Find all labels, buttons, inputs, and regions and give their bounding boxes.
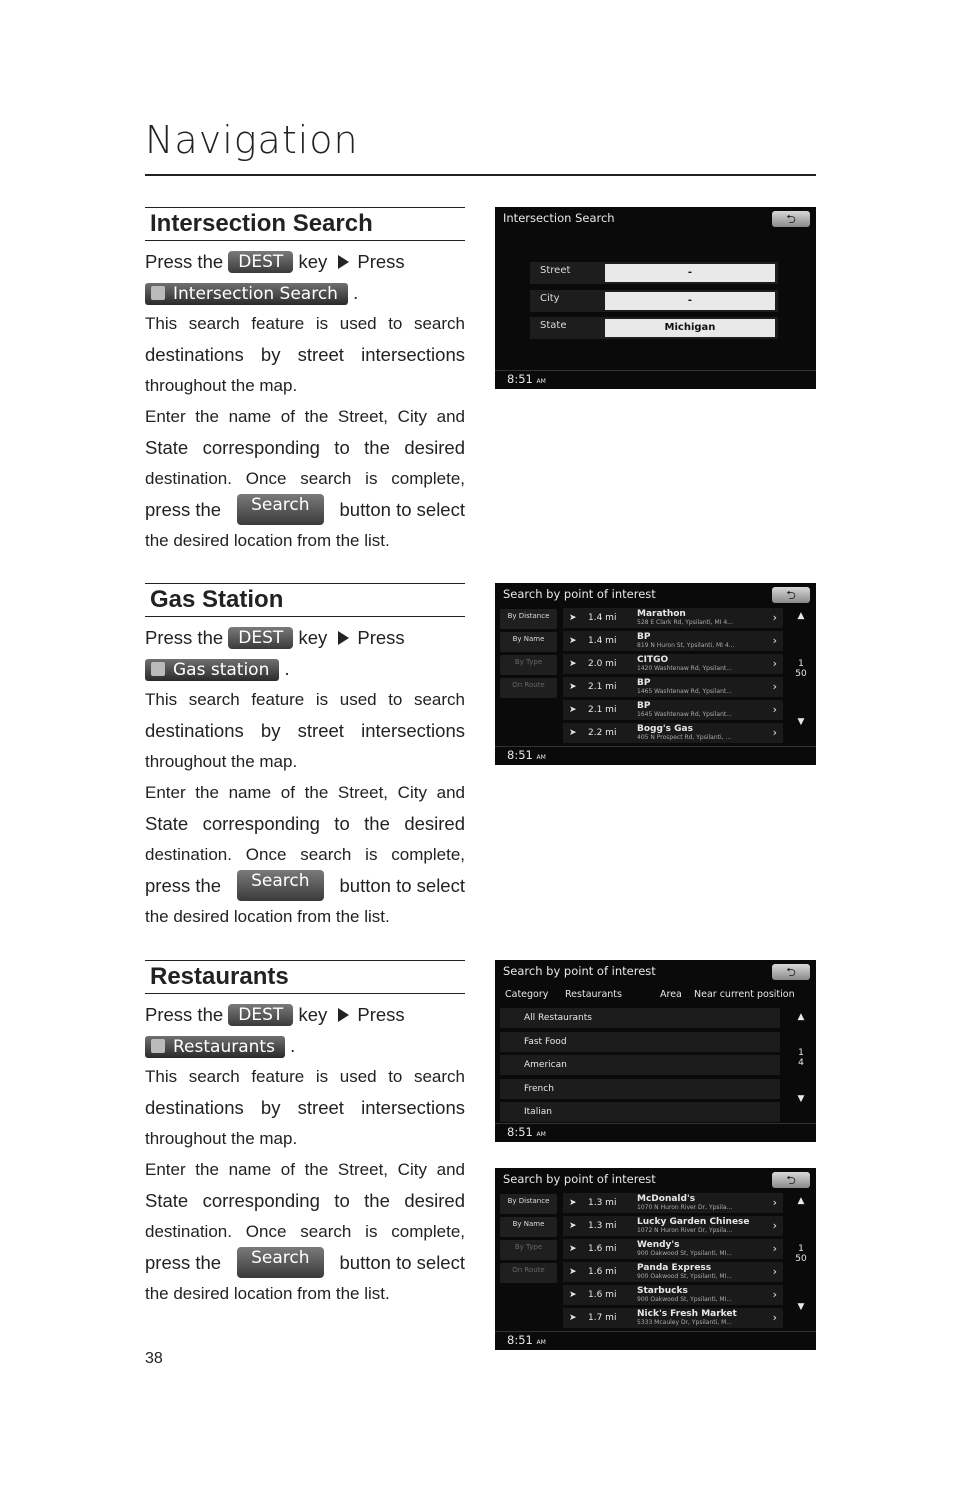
- arrow-right-icon: [338, 631, 349, 645]
- category-list-item[interactable]: All Restaurants: [500, 1008, 780, 1028]
- scroll-down-icon[interactable]: ▼: [797, 717, 805, 727]
- chevron-right-icon: ›: [772, 1242, 777, 1255]
- body-line: State corresponding to the desired: [145, 437, 465, 458]
- poi-name: Nick's Fresh Market: [637, 1309, 737, 1319]
- filter-button[interactable]: On Route: [500, 1263, 557, 1283]
- chevron-right-icon: ›: [772, 703, 777, 716]
- body-line: Enter the name of the Street, City and: [145, 407, 465, 426]
- section-title: Gas Station: [145, 583, 465, 617]
- page-indicator: 1 50: [795, 1244, 807, 1264]
- poi-address: 900 Oakwood St, Ypsilanti, MI...: [637, 1296, 733, 1303]
- direction-arrow-icon: ➤: [569, 682, 577, 692]
- poi-icon: [151, 1039, 165, 1053]
- direction-arrow-icon: ➤: [569, 1290, 577, 1300]
- poi-name: CITGO: [637, 655, 669, 665]
- screen-title: Search by point of interest: [503, 964, 656, 978]
- poi-name: Marathon: [637, 609, 686, 619]
- poi-name: Wendy's: [637, 1240, 680, 1250]
- body-line: the desired location from the list.: [145, 531, 390, 550]
- direction-arrow-icon: ➤: [569, 1221, 577, 1231]
- body-line: the desired location from the list.: [145, 907, 390, 926]
- poi-address: 900 Oakwood St, Ypsilanti, MI...: [637, 1273, 733, 1280]
- filter-button[interactable]: By Distance: [500, 1194, 557, 1214]
- scroll-up-icon[interactable]: ▲: [797, 1012, 805, 1022]
- poi-address: 405 N Prospect Rd, Ypsilanti, ...: [637, 734, 732, 741]
- body-line: throughout the map.: [145, 376, 298, 395]
- poi-name: BP: [637, 701, 651, 711]
- poi-list-item[interactable]: [563, 1239, 783, 1259]
- category-list-item[interactable]: Italian: [500, 1102, 780, 1122]
- body-line: This search feature is used to search: [145, 314, 465, 333]
- dest-key[interactable]: DEST: [228, 627, 293, 649]
- page-header-title: Navigation: [145, 118, 359, 162]
- section-title: Restaurants: [145, 960, 465, 994]
- intersection-search-screen: [495, 207, 816, 389]
- chevron-right-icon: ›: [772, 726, 777, 739]
- restaurant-list-screen: [495, 1168, 816, 1350]
- body-line: press the Search button to select: [145, 494, 465, 525]
- poi-distance: 2.0 mi: [588, 659, 617, 669]
- search-button[interactable]: Search: [237, 870, 323, 901]
- poi-distance: 1.6 mi: [588, 1267, 617, 1277]
- direction-arrow-icon: ➤: [569, 728, 577, 738]
- header-rule: [145, 174, 816, 176]
- direction-arrow-icon: ➤: [569, 705, 577, 715]
- poi-address: 1420 Washtenaw Rd, Ypsilant...: [637, 665, 732, 672]
- city-field[interactable]: City -: [530, 290, 780, 312]
- scroll-down-icon[interactable]: ▼: [797, 1302, 805, 1312]
- menu-button[interactable]: Restaurants: [145, 1036, 285, 1058]
- poi-address: 1072 N Huron River Dr, Ypsila...: [637, 1227, 733, 1234]
- body-line: destinations by street intersections: [145, 720, 465, 741]
- poi-name: BP: [637, 678, 651, 688]
- poi-name: Panda Express: [637, 1263, 712, 1273]
- gas-station-screen: [495, 583, 816, 765]
- chevron-right-icon: ›: [772, 1196, 777, 1209]
- page-number: 38: [145, 1350, 163, 1367]
- page-indicator: 1 4: [798, 1048, 804, 1068]
- back-icon[interactable]: ⮌: [772, 587, 810, 603]
- direction-arrow-icon: ➤: [569, 1267, 577, 1277]
- search-button[interactable]: Search: [237, 1247, 323, 1278]
- back-icon[interactable]: ⮌: [772, 964, 810, 980]
- body-line: destination. Once search is complete,: [145, 1222, 465, 1241]
- poi-list-item[interactable]: [563, 1285, 783, 1305]
- body-line: This search feature is used to search: [145, 690, 465, 709]
- section-0: Intersection Search Press the DEST key Press Intersection Search . This search feature is used to search destinations by street intersections throughout the map. Enter the name of the Street, City and State corresponding to the desired destination. Once search is complete, press the Search button to select the desired location from the list.: [145, 207, 465, 556]
- body-line: press the Search button to select: [145, 1247, 465, 1278]
- poi-address: 1465 Washtenaw Rd, Ypsilant...: [637, 688, 732, 695]
- poi-address: 1070 N Huron River Dr, Ypsila...: [637, 1204, 733, 1211]
- back-icon[interactable]: ⮌: [772, 1172, 810, 1188]
- body-line: State corresponding to the desired: [145, 1190, 465, 1211]
- body-line: State corresponding to the desired: [145, 813, 465, 834]
- body-line: This search feature is used to search: [145, 1067, 465, 1086]
- poi-address: 900 Oakwood St, Ypsilanti, MI...: [637, 1250, 733, 1257]
- restaurant-category-screen: [495, 960, 816, 1142]
- area-value[interactable]: Near current position: [694, 989, 795, 1000]
- arrow-right-icon: [338, 1008, 349, 1022]
- chevron-right-icon: ›: [772, 1219, 777, 1232]
- chevron-right-icon: ›: [772, 611, 777, 624]
- poi-address: 528 E Clark Rd, Ypsilanti, MI 4...: [637, 619, 733, 626]
- filter-button[interactable]: By Name: [500, 1217, 557, 1237]
- poi-address: 819 N Huron St, Ypsilanti, MI 4...: [637, 642, 735, 649]
- poi-name: Starbucks: [637, 1286, 688, 1296]
- poi-distance: 1.3 mi: [588, 1198, 617, 1208]
- direction-arrow-icon: ➤: [569, 1198, 577, 1208]
- filter-button[interactable]: By Type: [500, 655, 557, 675]
- poi-distance: 2.2 mi: [588, 728, 617, 738]
- menu-button[interactable]: Intersection Search: [145, 283, 348, 305]
- body-line: destination. Once search is complete,: [145, 845, 465, 864]
- filter-button[interactable]: On Route: [500, 678, 557, 698]
- filter-button[interactable]: By Distance: [500, 609, 557, 629]
- body-line: the desired location from the list.: [145, 1284, 390, 1303]
- poi-list-item[interactable]: [563, 654, 783, 674]
- body-line: press the Search button to select: [145, 870, 465, 901]
- body-line: destinations by street intersections: [145, 1097, 465, 1118]
- category-list-item[interactable]: Fast Food: [500, 1032, 780, 1052]
- poi-name: McDonald's: [637, 1194, 696, 1204]
- clock: 8:51 AM: [507, 1333, 546, 1347]
- instruction-line: Press the DEST key Press: [145, 251, 405, 272]
- chevron-right-icon: ›: [772, 680, 777, 693]
- back-icon[interactable]: ⮌: [772, 211, 810, 227]
- screen-title: Intersection Search: [503, 211, 615, 225]
- poi-distance: 1.7 mi: [588, 1313, 617, 1323]
- poi-icon: [151, 662, 165, 676]
- poi-distance: 1.6 mi: [588, 1244, 617, 1254]
- poi-list-item[interactable]: [563, 723, 783, 743]
- poi-name: BP: [637, 632, 651, 642]
- filter-button[interactable]: By Name: [500, 632, 557, 652]
- scroll-down-icon[interactable]: ▼: [797, 1094, 805, 1104]
- search-button[interactable]: Search: [237, 494, 323, 525]
- section-2: Restaurants Press the DEST key Press Restaurants . This search feature is used to search destinations by street intersections throughout the map. Enter the name of the Street, City and State corresponding to the desired destination. Once search is complete, press the Search button to select the desired location from the list.: [145, 960, 465, 1309]
- section-1: Gas Station Press the DEST key Press Gas station . This search feature is used to search destinations by street intersections throughout the map. Enter the name of the Street, City and State corresponding to the desired destination. Once search is complete, press the Search button to select the desired location from the list.: [145, 583, 465, 932]
- street-field[interactable]: Street -: [530, 262, 780, 284]
- poi-name: Bogg's Gas: [637, 724, 693, 734]
- poi-icon: [151, 286, 165, 300]
- poi-distance: 1.6 mi: [588, 1290, 617, 1300]
- dest-key[interactable]: DEST: [228, 251, 293, 273]
- poi-address: 1645 Washtenaw Rd, Ypsilant...: [637, 711, 732, 718]
- body-line: throughout the map.: [145, 752, 298, 771]
- clock: 8:51 AM: [507, 1125, 546, 1139]
- direction-arrow-icon: ➤: [569, 1313, 577, 1323]
- direction-arrow-icon: ➤: [569, 659, 577, 669]
- body-line: Enter the name of the Street, City and: [145, 1160, 465, 1179]
- poi-list-item[interactable]: [563, 1216, 783, 1236]
- filter-button[interactable]: By Type: [500, 1240, 557, 1260]
- poi-list-item[interactable]: [563, 1193, 783, 1213]
- category-label: Category: [505, 989, 549, 1000]
- category-list-item[interactable]: French: [500, 1079, 780, 1099]
- chevron-right-icon: ›: [772, 1265, 777, 1278]
- poi-list-item[interactable]: [563, 1308, 783, 1328]
- poi-name: Lucky Garden Chinese: [637, 1217, 750, 1227]
- direction-arrow-icon: ➤: [569, 613, 577, 623]
- poi-distance: 2.1 mi: [588, 705, 617, 715]
- scroll-up-icon[interactable]: ▲: [797, 1196, 805, 1206]
- clock: 8:51 AM: [507, 748, 546, 762]
- category-value[interactable]: Restaurants: [565, 989, 622, 1000]
- area-label: Area: [660, 989, 682, 1000]
- scroll-up-icon[interactable]: ▲: [797, 611, 805, 621]
- poi-address: 5333 Mcauley Dr, Ypsilanti, M...: [637, 1319, 732, 1326]
- poi-list-item[interactable]: [563, 1262, 783, 1282]
- body-line: destination. Once search is complete,: [145, 469, 465, 488]
- poi-distance: 1.4 mi: [588, 636, 617, 646]
- page-indicator: 1 50: [795, 659, 807, 679]
- chevron-right-icon: ›: [772, 1288, 777, 1301]
- category-list-item[interactable]: American: [500, 1055, 780, 1075]
- instruction-line: Press the DEST key Press: [145, 1004, 405, 1025]
- section-title: Intersection Search: [145, 207, 465, 241]
- clock: 8:51 AM: [507, 372, 546, 386]
- poi-distance: 1.4 mi: [588, 613, 617, 623]
- chevron-right-icon: ›: [772, 657, 777, 670]
- poi-distance: 2.1 mi: [588, 682, 617, 692]
- poi-distance: 1.3 mi: [588, 1221, 617, 1231]
- poi-list-item[interactable]: [563, 631, 783, 651]
- body-line: throughout the map.: [145, 1129, 298, 1148]
- state-field[interactable]: State Michigan: [530, 317, 780, 339]
- arrow-right-icon: [338, 255, 349, 269]
- chevron-right-icon: ›: [772, 1311, 777, 1324]
- poi-list-item[interactable]: [563, 677, 783, 697]
- direction-arrow-icon: ➤: [569, 636, 577, 646]
- screen-title: Search by point of interest: [503, 1172, 656, 1186]
- screen-title: Search by point of interest: [503, 587, 656, 601]
- chevron-right-icon: ›: [772, 634, 777, 647]
- instruction-line: Press the DEST key Press: [145, 627, 405, 648]
- body-line: Enter the name of the Street, City and: [145, 783, 465, 802]
- poi-list-item[interactable]: [563, 608, 783, 628]
- menu-button[interactable]: Gas station: [145, 659, 279, 681]
- dest-key[interactable]: DEST: [228, 1004, 293, 1026]
- body-line: destinations by street intersections: [145, 344, 465, 365]
- poi-list-item[interactable]: [563, 700, 783, 720]
- direction-arrow-icon: ➤: [569, 1244, 577, 1254]
